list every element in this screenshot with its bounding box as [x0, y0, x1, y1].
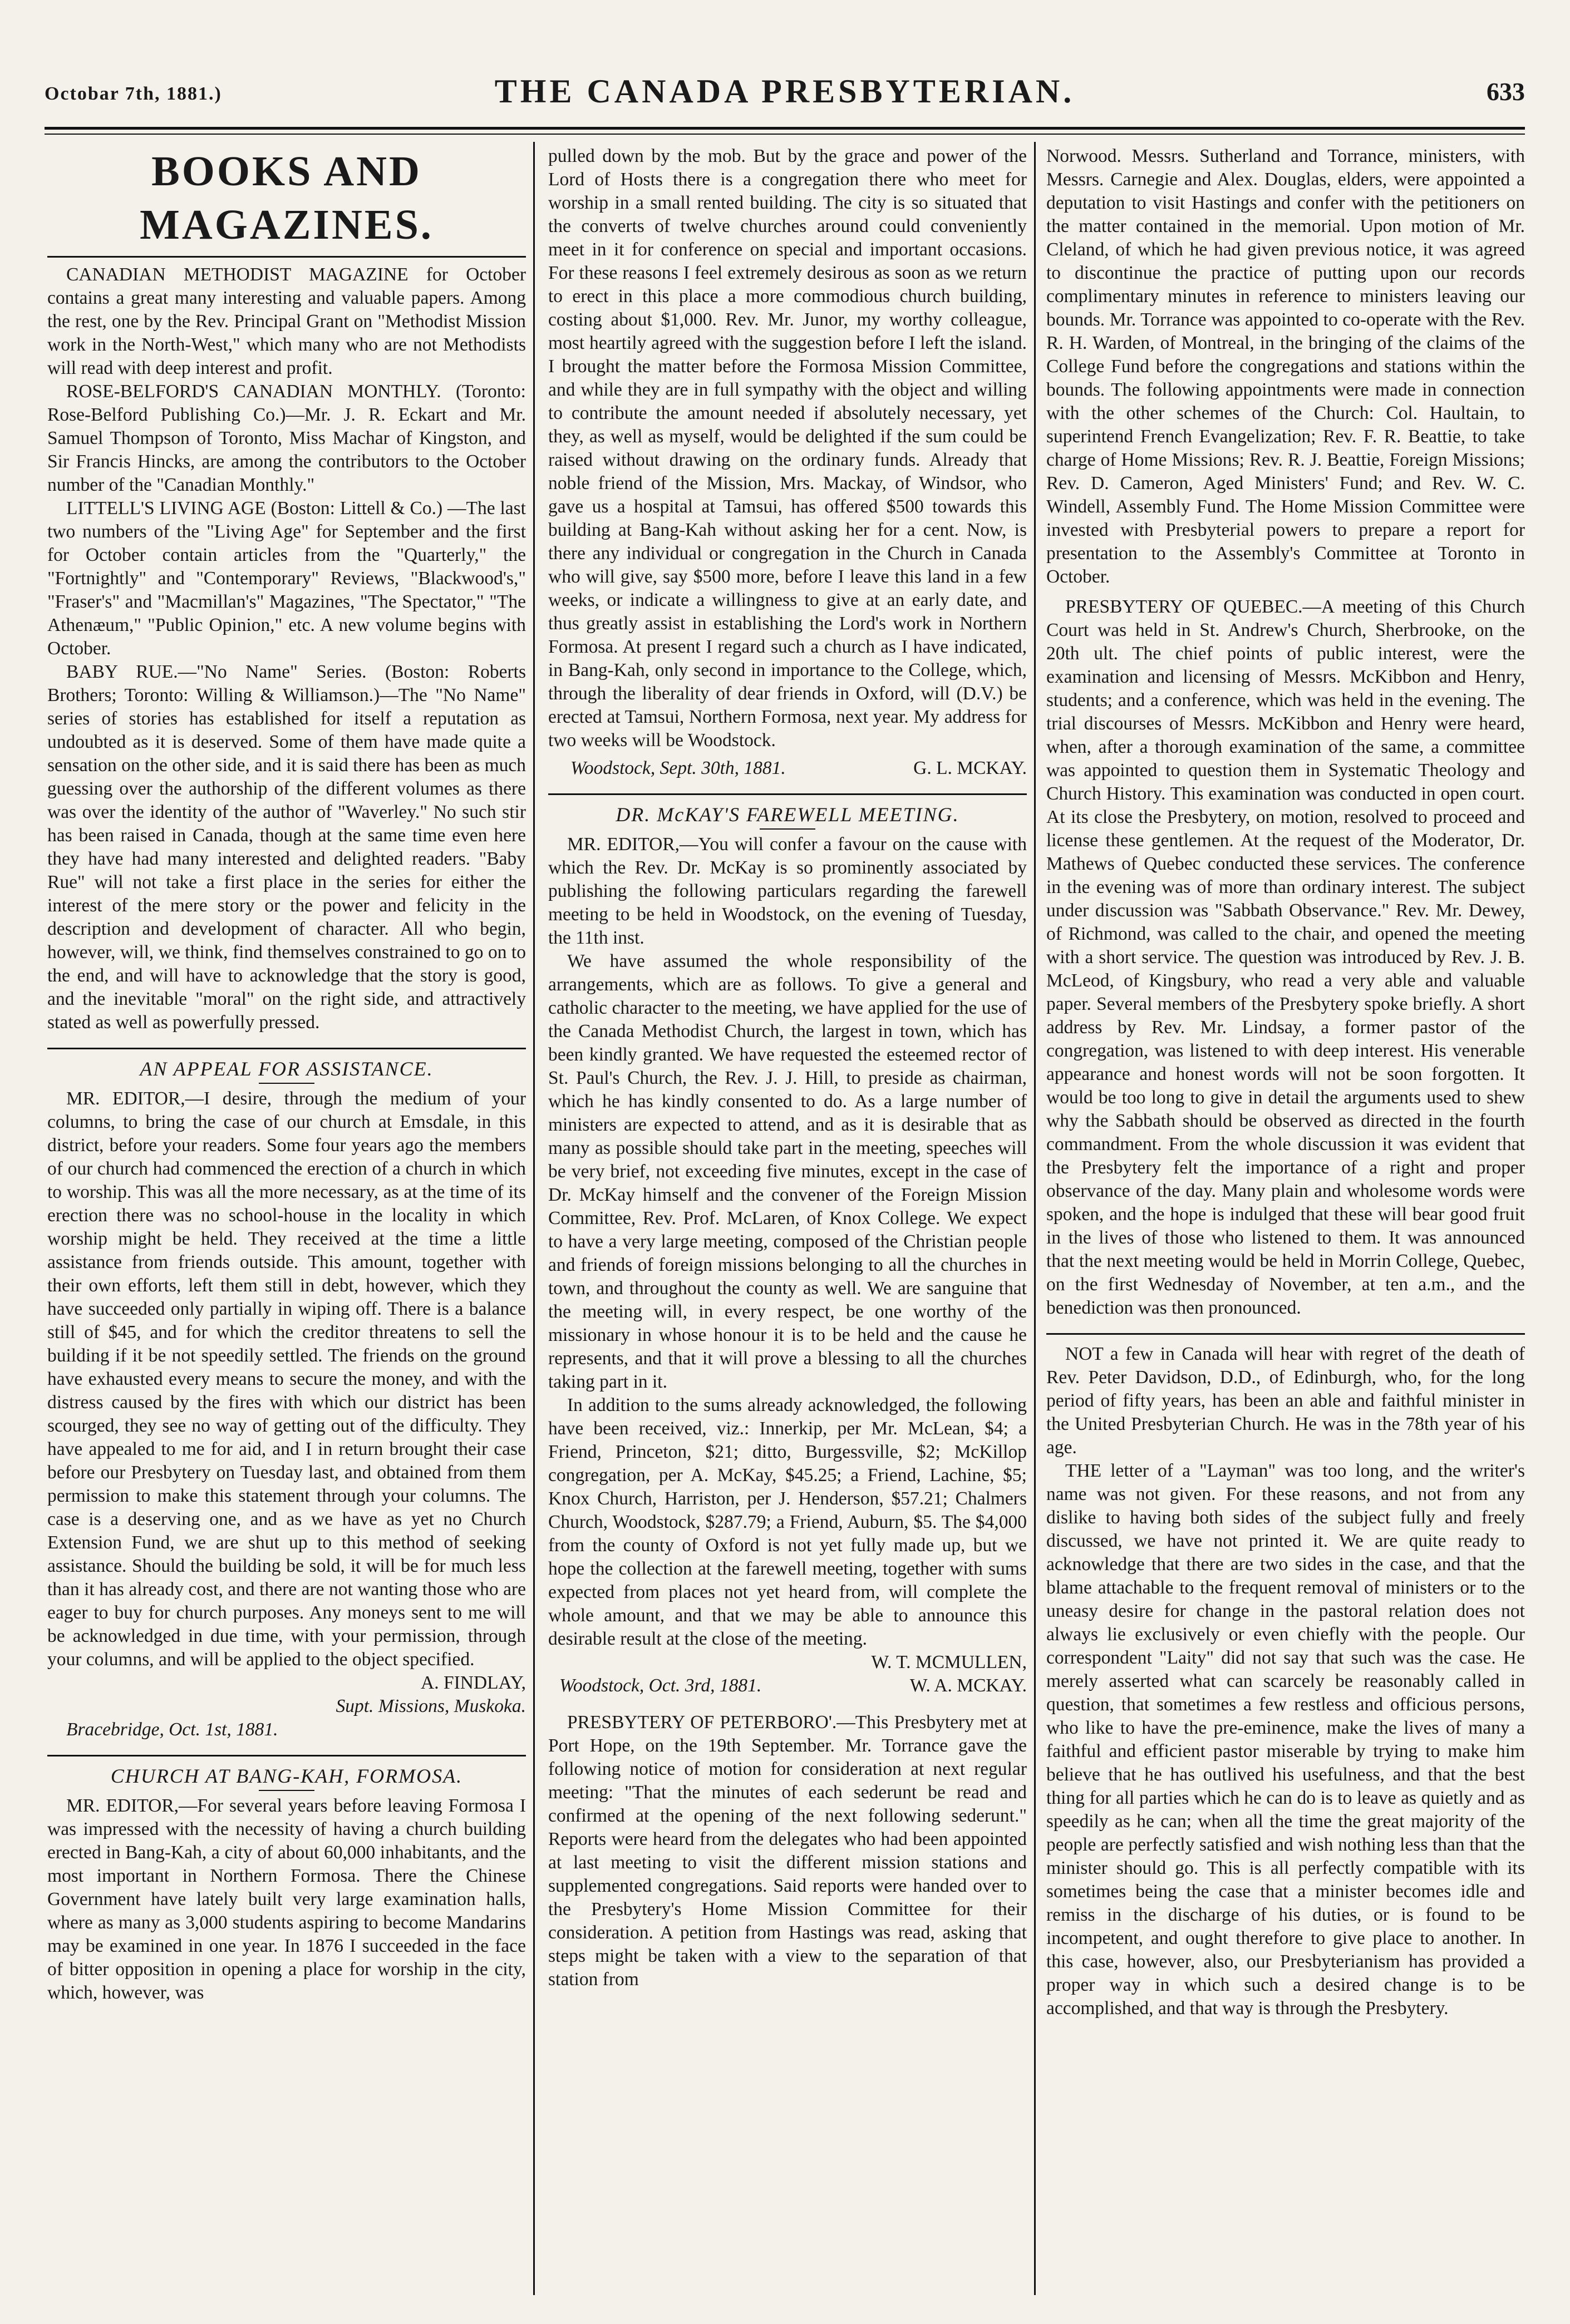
article-heading: CHURCH AT BANG-KAH, FORMOSA.: [110, 1765, 463, 1787]
signature-title: Supt. Missions, Muskoka.: [336, 1696, 526, 1716]
issue-date: Octobar 7th, 1881.): [45, 83, 222, 104]
signature: G. L. MCKAY.: [913, 758, 1027, 778]
column-divider: [533, 142, 535, 2295]
newspaper-title: THE CANADA PRESBYTERIAN.: [494, 73, 1075, 110]
column-3: [1046, 145, 1525, 2292]
article-body: We have assumed the whole responsibility of the arrangements, which are as follows. To give a general and catholic character to the meeting, we have applied for the use of the Canada Methodist Church, the largest in town, which has been kindly granted. We have requested the esteemed rector of St. Paul's Church, the Rev. J. J. Hill, to preside as chairman, which he has kindly consented to do. As a large number of ministers are expected to attend, and as it is desirable that as many as possible should take part in the meeting, speeches will be very brief, not exceeding five minutes, except in the case of Dr. McKay himself and the convener of the Foreign Mission Committee, Rev. Prof. McLaren, of Knox College. We expect to have a very large meeting, composed of the Christian people and friends of foreign missions belonging to all the churches in town, and throughout the county as well. We are sanguine that the meeting will, in every respect, be one worthy of the missionary in whose honour it is to be held and the cause he represents, and that it will prove a blessing to all the churches taking part in it.: [548, 951, 1027, 1392]
spacer: [548, 1698, 1027, 1711]
signature: W. T. MCMULLEN,: [871, 1652, 1027, 1672]
book-review: ROSE-BELFORD'S CANADIAN MONTHLY. (Toronto: Rose-Belford Publishing Co.)—Mr. J. R. Eckart and Mr. Samuel Thompson of Toronto, Miss Machar of Kingston, and Sir Francis Hincks, are among the contributors to the October number of the "Canadian Monthly.": [47, 381, 526, 495]
spacer: [1046, 589, 1525, 595]
signature: A. FINDLAY,: [421, 1672, 526, 1693]
dateline: Woodstock, Sept. 30th, 1881.: [570, 758, 786, 778]
article-body-continued: pulled down by the mob. But by the grace and power of the Lord of Hosts there is a congregation there who meet for worship in a small rented building. The city is so situated that the converts of twelve churches around could conveniently meet in it for conference on special and important occasions. For these reasons I feel extremely desirous as soon as we return to erect in this place a more commodious church building, costing about $1,000. Rev. Mr. Junor, my worthy colleague, most heartily agreed with the suggestion before I left the island. I brought the matter before the Formosa Mission Committee, and while they are in full sympathy with the object and willing to contribute the amount needed if absolutely necessary, yet they, as well as myself, would be delighted if the sum could be raised without drawing on the ordinary funds. Already that noble friend of the Mission, Mrs. Mackay, of Windsor, who gave us a hospital at Tamsui, has offered $500 towards this building at Bang-Kah without asking her for a cent. Now, is there any individual or congregation in the Church in Canada who will give, say $500 more, before I leave this land in a few weeks, or indicate a willingness to give at an early date, and thus greatly assist in establishing the Lord's work in Northern Formosa. At present I regard such a church as I have indicated, in Bang-Kah, only second in importance to the College, which, through the liberality of dear friends in Oxford, will (D.V.) be erected at Tamsui, Northern Formosa, next year. My address for two weeks will be Woodstock.: [548, 146, 1027, 751]
book-review: BABY RUE.—"No Name" Series. (Boston: Roberts Brothers; Toronto: Willing & Williamson.)—The "No Name" series of stories has established for itself a reputation as undoubted as it is deserved. Some of them have made quite a sensation on the other side, and it is said there has been as much guessing over the authorship of the different volumes as there was over the identity of the author of "Waverley." No such stir has been raised in Canada, though at the same time even here they have had many interested and delighted readers. "Baby Rue" will not take a first place in the series for either the interest of the mere story or the power and felicity in the description and development of character. All who begin, however, will, we think, find themselves constrained to go on to the end, and will have to acknowledge that the story is good, and the inevitable "moral" on the right side, and attractively stated as well as powerfully pressed.: [47, 662, 526, 1033]
article-body: MR. EDITOR,—You will confer a favour on the cause with which the Rev. Dr. McKay is so prominently associated by publishing the following particulars regarding the farewell meeting to be held in Woodstock, on the evening of Tuesday, the 11th inst.: [548, 834, 1027, 948]
article-separator: [1046, 1333, 1525, 1335]
article-heading: DR. McKAY'S FAREWELL MEETING.: [616, 803, 959, 826]
page-number: 633: [1487, 77, 1525, 106]
heading-rule: [259, 1083, 314, 1084]
article-body: In addition to the sums already acknowledged, the following have been received, viz.: Innerkip, per Mr. McLean, $4; a Friend, Princeton, $21; ditto, Burgessville, $2; McKillop congregation, per A. McKay, $45.25; a Friend, Lachine, $5; Knox Church, Harriston, per J. Henderson, $57.21; Chalmers Church, Woodstock, $287.79; a Friend, Auburn, $5. The $4,000 from the county of Oxford is not yet fully made up, but we hope the collection at the farewell meeting, together with sums expected from places not yet heard from, will complete the whole amount, and that we may be able to announce this desirable result at the close of the meeting.: [548, 1395, 1027, 1649]
editorial-note: THE letter of a "Layman" was too long, and the writer's name was not given. For these reasons, and not from any dislike to having both sides of the subject fully and freely discussed, we have not printed it. We are quite ready to acknowledge that there are two sides in the case, and that the blame attachable to the frequent removal of ministers or to the uneasy desire for change in the pastoral relation does not always lie exclusively or even chiefly with the people. Our correspondent "Laity" did not say that such was the case. He merely asserted what can scarcely be reasonably called in question, that sometimes a few restless and officious persons, who like to have the pre-eminence, make the lives of many a faithful and efficient pastor miserable by trying to make him believe that he has outlived his usefulness, and that the best thing for all parties which he can do is to leave as quietly and as speedily as he can; when all the time the great majority of the people are perfectly satisfied and wish nothing less than that the minister should go. This is all perfectly compatible with its sometimes being the case that a minister becomes idle and remiss in the discharge of his duties, or is found to be incompetent, and ought therefore to give place to another. In this case, however, also, our Presbyterianism has provided a proper way in which such a desired change is to be accomplished, and that way is through the Presbytery.: [1046, 1460, 1525, 2019]
column-1: [47, 145, 526, 2292]
column-divider: [1034, 142, 1036, 2295]
dateline-signature: [548, 1674, 1027, 1698]
article-body: MR. EDITOR,—For several years before leaving Formosa I was impressed with the necessity of having a church building erected in Bang-Kah, a city of about 60,000 inhabitants, and the most important in Northern Formosa. There the Chinese Government have lately built very large examination halls, where as many as 3,000 students aspiring to become Mandarins may be examined in one year. In 1876 I succeeded in the face of bitter opposition in opening a place for worship in the city, which, however, was: [47, 1795, 526, 2003]
presbytery-report: PRESBYTERY OF QUEBEC.—A meeting of this Church Court was held in St. Andrew's Church, Sherbrooke, on the 20th ult. The chief points of public interest, were the examination and licensing of Messrs. McKibbon and Henry, students; and a conference, which was held in the evening. The trial discourses of Messrs. McKibbon and Henry were heard, when, after a thorough examination of the same, a committee was appointed to question them in Systematic Theology and Church History. This examination was conducted in open court. At its close the Presbytery, on motion, resolved to proceed and license these gentlemen. At the request of the Moderator, Dr. Mathews of Quebec conducted these services. The conference in the evening was of more than ordinary interest. The subject under discussion was "Sabbath Observance." Rev. Mr. Dewey, of Richmond, was called to the chair, and opened the meeting with a short service. The question was introduced by Rev. J. B. McLeod, of Kingsbury, who read a very able and valuable paper. Several members of the Presbytery spoke briefly. A short address by Rev. Mr. Lindsay, a former pastor of the congregation, was listened to with deep interest. His venerable appearance and honest words will not be soon forgotten. It would be too long to give in detail the arguments used to shew why the Sabbath should be observed as directed in the fourth commandment. From the whole discussion it was evident that the Presbytery felt the importance of a right and proper observance of the day. Many plain and wholesome words were spoken, and the hope is indulged that these will bear good fruit in the lives of those who listened to them. It was announced that the next meeting would be held in Morrin College, Quebec, on the first Wednesday of November, at ten a.m., and the benediction was then pronounced.: [1046, 596, 1525, 1318]
book-review: LITTELL'S LIVING AGE (Boston: Littell & Co.) —The last two numbers of the "Living Age" for September and the first for October contain articles from the "Quarterly," the "Fortnightly" and "Contemporary" Reviews, "Blackwood's," "Fraser's" and "Macmillan's" Magazines, "The Spectator," "The Athenæum," "Public Opinion," etc. A new volume begins with October.: [47, 498, 526, 659]
column-2: [548, 145, 1027, 2292]
signature: W. A. MCKAY.: [909, 1675, 1027, 1696]
section-title: BOOKS AND MAGAZINES.: [140, 148, 434, 248]
heading-rule: [259, 1790, 314, 1791]
dateline: Woodstock, Oct. 3rd, 1881.: [559, 1675, 762, 1696]
news-item: NOT a few in Canada will hear with regret of the death of Rev. Peter Davidson, D.D., of Edinburgh, who, for the long period of fifty years, has been an able and faithful minister in the United Presbyterian Church. He was in the 78th year of his age.: [1046, 1344, 1525, 1458]
masthead-rule: [45, 127, 1525, 130]
dateline: Bracebridge, Oct. 1st, 1881.: [66, 1719, 278, 1740]
article-separator: [47, 1755, 526, 1756]
presbytery-report: PRESBYTERY OF PETERBORO'.—This Presbytery met at Port Hope, on the 19th September. Mr. Torrance gave the following notice of motion for consideration at next regular meeting: "That the minutes of each sederunt be read and confirmed at the opening of the next following sederunt." Reports were heard from the delegates who had been appointed at last meeting to visit the different mission stations and supplemented congregations. Said reports were handed over to the Presbytery's Home Mission Committee for their consideration. A petition from Hastings was read, asking that steps might be taken with a view to the separation of that station from: [548, 1712, 1027, 1990]
article-heading: AN APPEAL FOR ASSISTANCE.: [140, 1058, 434, 1080]
article-separator: [548, 793, 1027, 795]
book-review: CANADIAN METHODIST MAGAZINE for October contains a great many interesting and valuable papers. Among the rest, one by the Rev. Principal Grant on "Methodist Mission work in the North-West," which many who are not Methodists will read with deep interest and profit.: [47, 264, 526, 378]
section-rule: [47, 256, 526, 258]
article-separator: [47, 1048, 526, 1049]
masthead: [45, 72, 1525, 122]
article-body: MR. EDITOR,—I desire, through the medium of your columns, to bring the case of our church at Emsdale, in this district, before your readers. Some four years ago the members of our church had commenced the erection of a church in which to worship. This was all the more necessary, as at the time of its erection there was no school-house in the locality in which worship might be held. They received at the time a little assistance from friends outside. This amount, together with their own efforts, left them still in debt, however, which they have succeeded only partially in wiping off. There is a balance still of $45, and for which the creditor threatens to sell the building if it be not speedily settled. The friends on the ground have exhausted every means to secure the money, and with the distress caused by the fires with which our district has been scourged, they see no way of getting out of the difficulty. They have appealed to me for aid, and I in return brought their case before our Presbytery on Tuesday last, and obtained from them permission to make this statement through your columns. The case is a deserving one, and as we have as yet no Church Extension Fund, we are shut up to this method of seeking assistance. Should the building be sold, it will be for much less than it has already cost, and there are not wanting those who are eager to buy for church purposes. Any moneys sent to me will be acknowledged in due time, with your permission, through your columns, and will be applied to the object specified.: [47, 1088, 526, 1670]
heading-rule: [760, 828, 815, 830]
masthead-rule-thin: [45, 134, 1525, 135]
dateline-signature: [548, 757, 1027, 780]
presbytery-report-continued: Norwood. Messrs. Sutherland and Torrance, ministers, with Messrs. Carnegie and Alex. Douglas, elders, were appointed a deputation to visit Hastings and confer with the petitioners on the matter contained in the memorial. Upon motion of Mr. Cleland, of which he had given previous notice, it was agreed to discontinue the practice of putting upon our records complimentary minutes in reference to ministers leaving our bounds. Mr. Torrance was appointed to co-operate with the Rev. R. H. Warden, of Montreal, in the bringing of the claims of the College Fund before the congregations and stations within the bounds. The following appointments were made in connection with the other schemes of the Church: Col. Haultain, to superintend French Evangelization; Rev. F. R. Beattie, to take charge of Home Missions; Rev. R. J. Beattie, Foreign Missions; Rev. D. Cameron, Aged Ministers' Fund; and Rev. W. C. Windell, Assembly Fund. The Home Mission Committee were invested with Presbyterial powers to prepare a report for presentation to the Assembly's Committee at Toronto in October.: [1046, 146, 1525, 587]
